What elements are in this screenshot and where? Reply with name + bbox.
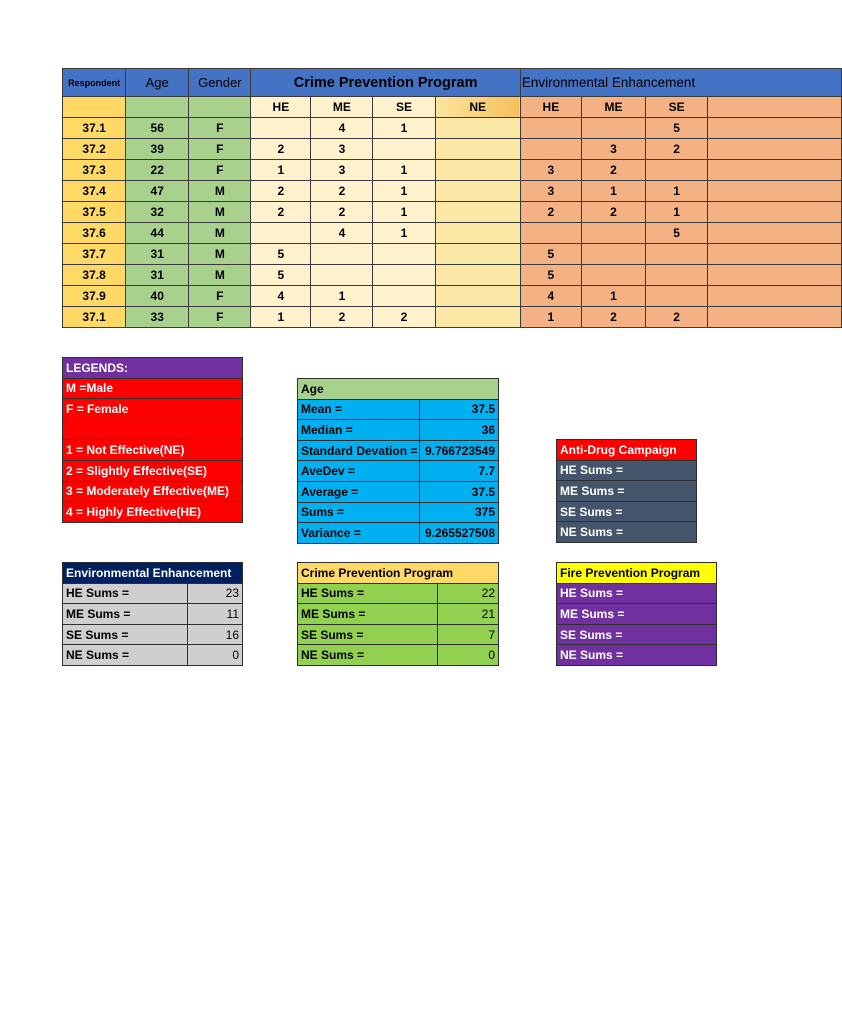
env-he-cell[interactable]: 4 — [520, 286, 581, 307]
respondent-cell[interactable]: 37.2 — [63, 139, 126, 160]
env-se-cell[interactable]: 5 — [646, 118, 708, 139]
stat-row — [298, 604, 499, 625]
env-me-cell[interactable] — [581, 265, 645, 286]
legends-title[interactable]: LEGENDS: — [63, 358, 243, 379]
respondent-cell[interactable]: 37.7 — [63, 244, 126, 265]
stat-value[interactable]: 23 — [188, 583, 243, 604]
stat-label[interactable]: HE Sums = — [298, 583, 438, 604]
legend-item[interactable]: F = Female — [63, 399, 243, 420]
respondent-cell[interactable]: 37.4 — [63, 181, 126, 202]
legends-box — [62, 357, 243, 523]
table-row — [63, 265, 842, 286]
stat-label[interactable]: AveDev = — [298, 461, 420, 482]
subheader-env-me[interactable]: ME — [581, 97, 645, 118]
stat-label[interactable]: NE Sums = — [63, 645, 188, 666]
stat-value[interactable]: 0 — [188, 645, 243, 666]
empty-cell[interactable] — [708, 97, 842, 118]
respondent-cell[interactable]: 37.1 — [63, 307, 126, 328]
crime-ne-cell[interactable] — [435, 118, 520, 139]
empty-cell[interactable] — [708, 286, 842, 307]
crime-he-cell[interactable] — [251, 118, 311, 139]
respondent-cell[interactable]: 37.1 — [63, 118, 126, 139]
env-me-cell[interactable] — [581, 118, 645, 139]
empty-cell[interactable] — [708, 118, 842, 139]
stat-row — [298, 461, 499, 482]
env-he-cell[interactable] — [520, 223, 581, 244]
crime-ne-cell[interactable] — [435, 202, 520, 223]
crime-ne-cell[interactable] — [435, 244, 520, 265]
stat-row — [557, 583, 717, 604]
stat-label[interactable]: NE Sums = — [557, 645, 717, 666]
table-row — [63, 139, 842, 160]
stat-row — [298, 523, 499, 544]
respondent-cell[interactable]: 37.5 — [63, 202, 126, 223]
env-me-cell[interactable] — [581, 223, 645, 244]
stat-label[interactable]: Mean = — [298, 399, 420, 420]
age-stats-box — [297, 378, 499, 544]
crime-se-cell[interactable]: 2 — [373, 307, 435, 328]
stat-label[interactable]: Sums = — [298, 502, 420, 523]
respondent-cell[interactable]: 37.9 — [63, 286, 126, 307]
env-sums-box — [62, 562, 243, 666]
env-me-cell[interactable]: 2 — [581, 160, 645, 181]
stat-value[interactable]: 37.5 — [420, 399, 499, 420]
crime-sums-box — [297, 562, 499, 666]
crime-ne-cell[interactable] — [435, 223, 520, 244]
age-cell[interactable]: 47 — [126, 181, 189, 202]
empty-cell[interactable] — [189, 97, 251, 118]
stat-row — [298, 420, 499, 441]
gender-cell[interactable]: M — [189, 244, 251, 265]
subheader-env-se[interactable]: SE — [646, 97, 708, 118]
anti-drug-title[interactable]: Anti-Drug Campaign — [557, 440, 697, 461]
crime-he-cell[interactable]: 1 — [251, 160, 311, 181]
stat-label[interactable]: ME Sums = — [557, 481, 697, 502]
crime-he-cell[interactable]: 1 — [251, 307, 311, 328]
stat-row — [557, 624, 717, 645]
env-se-cell[interactable]: 1 — [646, 181, 708, 202]
stat-row — [298, 645, 499, 666]
stat-value[interactable]: 9.265527508 — [420, 523, 499, 544]
env-me-cell[interactable]: 3 — [581, 139, 645, 160]
crime-ne-cell[interactable] — [435, 139, 520, 160]
gender-cell[interactable]: F — [189, 160, 251, 181]
crime-se-cell[interactable] — [373, 265, 435, 286]
crime-he-cell[interactable]: 2 — [251, 139, 311, 160]
stat-label[interactable]: NE Sums = — [298, 645, 438, 666]
stat-value[interactable]: 16 — [188, 624, 243, 645]
stat-row — [557, 481, 697, 502]
stat-label[interactable]: ME Sums = — [63, 604, 188, 625]
legend-row — [63, 481, 243, 502]
stat-row — [557, 501, 697, 522]
crime-he-cell[interactable]: 5 — [251, 265, 311, 286]
fire-sums-title[interactable]: Fire Prevention Program — [557, 563, 717, 584]
env-se-cell[interactable]: 2 — [646, 307, 708, 328]
env-se-cell[interactable]: 1 — [646, 202, 708, 223]
age-cell[interactable]: 33 — [126, 307, 189, 328]
stat-label[interactable]: Average = — [298, 481, 420, 502]
env-me-cell[interactable]: 2 — [581, 202, 645, 223]
crime-me-cell[interactable]: 3 — [311, 160, 373, 181]
stat-value[interactable]: 37.5 — [420, 481, 499, 502]
age-cell[interactable]: 22 — [126, 160, 189, 181]
legend-item[interactable]: 3 = Moderately Effective(ME) — [63, 481, 243, 502]
crime-me-cell[interactable]: 2 — [311, 181, 373, 202]
gender-cell[interactable]: F — [189, 307, 251, 328]
age-cell[interactable]: 56 — [126, 118, 189, 139]
crime-me-cell[interactable] — [311, 244, 373, 265]
stat-value[interactable]: 22 — [438, 583, 499, 604]
crime-se-cell[interactable]: 1 — [373, 118, 435, 139]
table-row — [63, 202, 842, 223]
stat-row — [63, 583, 243, 604]
age-cell[interactable]: 32 — [126, 202, 189, 223]
crime-he-cell[interactable] — [251, 223, 311, 244]
legend-row — [63, 399, 243, 420]
table-row — [63, 223, 842, 244]
env-se-cell[interactable]: 5 — [646, 223, 708, 244]
env-he-cell[interactable] — [520, 118, 581, 139]
empty-cell[interactable] — [708, 244, 842, 265]
stat-label[interactable]: SE Sums = — [557, 501, 697, 522]
crime-se-cell[interactable]: 1 — [373, 181, 435, 202]
stat-row — [557, 460, 697, 481]
stat-row — [298, 440, 499, 461]
anti-drug-viewport — [556, 439, 676, 544]
stat-row — [298, 624, 499, 645]
respondent-cell[interactable]: 37.6 — [63, 223, 126, 244]
gender-cell[interactable]: F — [189, 139, 251, 160]
stat-row — [298, 583, 499, 604]
crime-prevention-header[interactable]: Crime Prevention Program — [251, 69, 520, 97]
stat-label[interactable]: HE Sums = — [63, 583, 188, 604]
fire-sums-viewport — [556, 562, 701, 667]
empty-cell[interactable] — [708, 223, 842, 244]
stat-row — [298, 502, 499, 523]
age-cell[interactable]: 40 — [126, 286, 189, 307]
env-he-cell[interactable]: 5 — [520, 265, 581, 286]
age-cell[interactable]: 31 — [126, 265, 189, 286]
gender-cell[interactable]: M — [189, 265, 251, 286]
crime-me-cell[interactable]: 3 — [311, 139, 373, 160]
crime-me-cell[interactable]: 2 — [311, 307, 373, 328]
fire-sums-box — [556, 562, 717, 666]
stat-label[interactable]: SE Sums = — [63, 624, 188, 645]
crime-he-cell[interactable]: 4 — [251, 286, 311, 307]
legend-item[interactable]: 4 = Highly Effective(HE) — [63, 502, 243, 523]
legend-item[interactable]: 2 = Slightly Effective(SE) — [63, 460, 243, 481]
env-he-cell[interactable]: 2 — [520, 202, 581, 223]
crime-ne-cell[interactable] — [435, 181, 520, 202]
empty-cell[interactable] — [708, 265, 842, 286]
crime-se-cell[interactable] — [373, 244, 435, 265]
table-row — [63, 307, 842, 328]
env-se-cell[interactable] — [646, 160, 708, 181]
stat-value[interactable]: 7.7 — [420, 461, 499, 482]
env-me-cell[interactable]: 1 — [581, 181, 645, 202]
table-row — [63, 244, 842, 265]
empty-cell[interactable] — [708, 307, 842, 328]
gender-cell[interactable]: M — [189, 202, 251, 223]
stat-value[interactable]: 11 — [188, 604, 243, 625]
legend-item[interactable]: 1 = Not Effective(NE) — [63, 440, 243, 461]
env-se-cell[interactable] — [646, 244, 708, 265]
gender-cell[interactable]: F — [189, 286, 251, 307]
stat-row — [298, 399, 499, 420]
legend-row — [63, 440, 243, 461]
stat-label[interactable]: NE Sums = — [557, 522, 697, 543]
empty-cell[interactable] — [708, 139, 842, 160]
subheader-crime-me[interactable]: ME — [311, 97, 373, 118]
gender-cell[interactable]: M — [189, 181, 251, 202]
legend-item[interactable]: M =Male — [63, 378, 243, 399]
env-he-cell[interactable]: 5 — [520, 244, 581, 265]
gender-cell[interactable]: F — [189, 118, 251, 139]
subheader-env-he[interactable]: HE — [520, 97, 581, 118]
env-me-cell[interactable] — [581, 244, 645, 265]
stat-value[interactable]: 0 — [438, 645, 499, 666]
stat-label[interactable]: Median = — [298, 420, 420, 441]
table-row — [63, 181, 842, 202]
stat-row — [63, 604, 243, 625]
crime-me-cell[interactable]: 2 — [311, 202, 373, 223]
env-se-cell[interactable] — [646, 265, 708, 286]
crime-he-cell[interactable]: 2 — [251, 181, 311, 202]
stat-label[interactable]: HE Sums = — [557, 460, 697, 481]
legend-row — [63, 378, 243, 399]
crime-ne-cell[interactable] — [435, 307, 520, 328]
age-stats-title[interactable]: Age — [298, 379, 499, 400]
stat-label[interactable]: Standard Devation = — [298, 440, 420, 461]
stat-label[interactable]: Variance = — [298, 523, 420, 544]
gender-header[interactable]: Gender — [189, 69, 251, 97]
stat-label[interactable]: ME Sums = — [557, 604, 717, 625]
table-row — [63, 286, 842, 307]
empty-cell[interactable] — [708, 202, 842, 223]
gender-cell[interactable]: M — [189, 223, 251, 244]
legend-row — [63, 419, 243, 440]
age-header[interactable]: Age — [126, 69, 189, 97]
stat-value[interactable]: 375 — [420, 502, 499, 523]
crime-se-cell[interactable]: 1 — [373, 202, 435, 223]
crime-he-cell[interactable]: 5 — [251, 244, 311, 265]
env-se-cell[interactable] — [646, 286, 708, 307]
crime-me-cell[interactable]: 4 — [311, 223, 373, 244]
crime-se-cell[interactable]: 1 — [373, 223, 435, 244]
stat-label[interactable]: SE Sums = — [298, 624, 438, 645]
survey-table — [62, 68, 842, 328]
respondent-header[interactable]: Respondent — [63, 69, 126, 97]
legend-row — [63, 502, 243, 523]
empty-cell[interactable] — [63, 97, 126, 118]
crime-me-cell[interactable] — [311, 265, 373, 286]
crime-ne-cell[interactable] — [435, 265, 520, 286]
stat-value[interactable]: 36 — [420, 420, 499, 441]
legend-row — [63, 460, 243, 481]
table-row — [63, 118, 842, 139]
respondent-cell[interactable]: 37.3 — [63, 160, 126, 181]
stat-row — [298, 481, 499, 502]
stat-value[interactable]: 9.766723549 — [420, 440, 499, 461]
header-row — [63, 69, 842, 97]
env-me-cell[interactable]: 1 — [581, 286, 645, 307]
stat-value[interactable]: 7 — [438, 624, 499, 645]
stat-row — [63, 624, 243, 645]
subheader-crime-se[interactable]: SE — [373, 97, 435, 118]
respondent-cell[interactable]: 37.8 — [63, 265, 126, 286]
age-cell[interactable]: 44 — [126, 223, 189, 244]
crime-se-cell[interactable]: 1 — [373, 160, 435, 181]
stat-label[interactable]: HE Sums = — [557, 583, 717, 604]
env-he-cell[interactable]: 3 — [520, 181, 581, 202]
age-cell[interactable]: 39 — [126, 139, 189, 160]
env-sums-title[interactable]: Environmental Enhancement — [63, 563, 243, 584]
env-he-cell[interactable]: 3 — [520, 160, 581, 181]
table-row — [63, 160, 842, 181]
stat-row — [557, 522, 697, 543]
stat-value[interactable]: 21 — [438, 604, 499, 625]
subheader-row — [63, 97, 842, 118]
crime-sums-title[interactable]: Crime Prevention Program — [298, 563, 499, 584]
environmental-header[interactable]: Environmental Enhancement — [520, 69, 841, 97]
crime-ne-cell[interactable] — [435, 160, 520, 181]
subheader-crime-he[interactable]: HE — [251, 97, 311, 118]
stat-label[interactable]: SE Sums = — [557, 624, 717, 645]
empty-cell[interactable] — [708, 160, 842, 181]
stat-row — [557, 604, 717, 625]
env-he-cell[interactable]: 1 — [520, 307, 581, 328]
empty-cell[interactable] — [126, 97, 189, 118]
env-he-cell[interactable] — [520, 139, 581, 160]
stat-label[interactable]: ME Sums = — [298, 604, 438, 625]
crime-se-cell[interactable] — [373, 286, 435, 307]
legend-item[interactable] — [63, 419, 243, 440]
anti-drug-box — [556, 439, 697, 543]
survey-table-viewport — [62, 68, 696, 324]
crime-he-cell[interactable]: 2 — [251, 202, 311, 223]
env-se-cell[interactable]: 2 — [646, 139, 708, 160]
crime-se-cell[interactable] — [373, 139, 435, 160]
empty-cell[interactable] — [708, 181, 842, 202]
age-cell[interactable]: 31 — [126, 244, 189, 265]
stat-row — [63, 645, 243, 666]
crime-me-cell[interactable]: 1 — [311, 286, 373, 307]
stat-row — [557, 645, 717, 666]
env-me-cell[interactable]: 2 — [581, 307, 645, 328]
crime-me-cell[interactable]: 4 — [311, 118, 373, 139]
subheader-crime-ne[interactable]: NE — [435, 97, 520, 118]
crime-ne-cell[interactable] — [435, 286, 520, 307]
